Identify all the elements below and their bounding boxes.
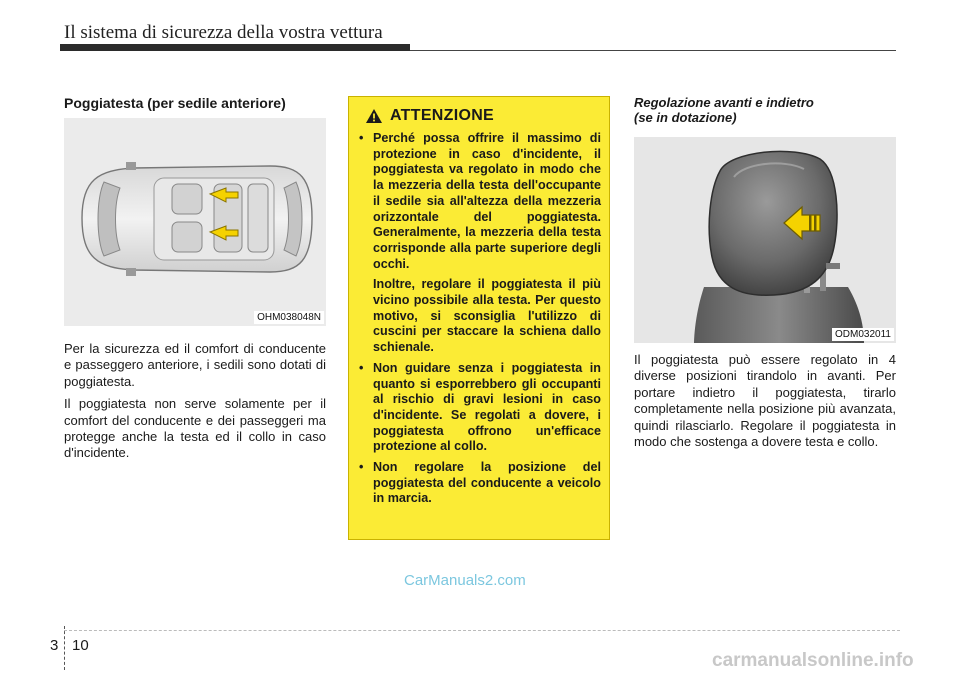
warning-list (359, 131, 601, 507)
footer-logo-text: carmanualsonline.info (712, 650, 914, 671)
warning-item-text: Perché possa offrire il massimo di protezione in caso d'incidente, il poggiatesta va regolato in modo che la mezzeria della testa dell'occupante il sedile sia all'altezza della mezzeria orizzontale del poggiatesta. Generalmente, la mezzeria della testa corrisponde alla parte superiore degli occhi. (373, 131, 601, 271)
warning-header (365, 107, 601, 125)
warning-item-extra: Inoltre, regolare il poggiatesta il più vicino possibile alla testa. Per questo motivo, si sconsiglia l'utilizzo di cuscini per staccare la schiena dallo schienale. (373, 277, 601, 355)
header-bar (60, 44, 410, 51)
subsection-heading-line-1: Regolazione avanti e indietro (634, 95, 814, 110)
bullet-icon: • (359, 460, 364, 475)
figure-code: ODM032011 (832, 328, 894, 341)
page-number: 10 (72, 637, 89, 654)
section-number: 3 (50, 637, 59, 654)
headrest-figure (634, 137, 896, 343)
warning-box (348, 96, 610, 540)
warning-item-text: Non guidare senza i poggiatesta in quanto si esporrebbero gli occupanti al rischio di gravi lesioni in caso d'incidente. Se regolati a dovere, i poggiatesta offrono un'efficace protezione al collo. (373, 360, 601, 454)
warning-item (359, 131, 601, 356)
car-topview-figure (64, 118, 326, 326)
subsection-heading (634, 95, 814, 125)
warning-triangle-icon (365, 108, 383, 124)
warning-item (359, 361, 601, 455)
intro-text (64, 341, 326, 468)
watermark-text: CarManuals2.com (404, 572, 526, 589)
subsection-heading-line-2: (se in dotazione) (634, 110, 737, 125)
bullet-icon: • (359, 131, 364, 145)
figure-code: OHM038048N (254, 311, 324, 324)
warning-title: ATTENZIONE (390, 107, 495, 124)
page-header-title: Il sistema di sicurezza della vostra vettura (64, 22, 383, 43)
warning-item (359, 460, 601, 507)
bullet-icon: • (359, 360, 364, 375)
page-number-divider (64, 626, 65, 670)
footer-rule (64, 630, 900, 631)
intro-paragraph-1: Per la sicurezza ed il comfort di conducente e passeggero anteriore, i sedili sono dotati di poggiatesta. (64, 341, 326, 389)
adjustment-text (634, 352, 896, 456)
headrest-illustration (634, 137, 896, 343)
warning-item-text: Non regolare la posizione del poggiatesta del conducente a veicolo in marcia. (373, 460, 601, 506)
intro-paragraph-2: Il poggiatesta non serve solamente per il comfort del conducente e dei passeggeri ma protegge anche la testa ed il collo in caso d'incidente. (64, 396, 326, 461)
header-rule (410, 50, 896, 51)
adjustment-paragraph: Il poggiatesta può essere regolato in 4 diverse posizioni tirandolo in avanti. Per portare indietro il poggiatesta, tirarlo completamente nella posizione più avanzata, quindi rilasciarlo. Regolare il poggiatesta in modo che sostenga a dovere testa e collo. (634, 352, 896, 450)
car-topview-illustration (64, 118, 326, 326)
section-title: Poggiatesta (per sedile anteriore) (64, 95, 286, 111)
